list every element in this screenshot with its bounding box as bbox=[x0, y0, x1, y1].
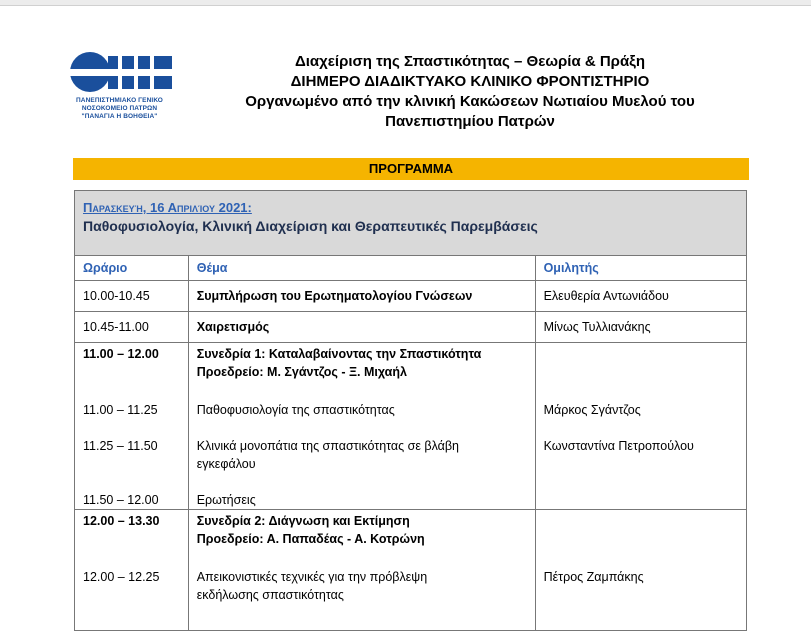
session-speakers bbox=[535, 510, 746, 631]
table-row bbox=[75, 312, 747, 343]
row-topic: Χαιρετισμός bbox=[188, 312, 535, 343]
col-topic-header: Θέμα bbox=[188, 256, 535, 281]
header-organizer: Οργανωμένο από την κλινική Κακώσεων Νωτιαίου Μυελού του bbox=[245, 93, 695, 110]
row-speaker: Ελευθερία Αντωνιάδου bbox=[535, 281, 746, 312]
session-speakers bbox=[535, 343, 746, 510]
session-time: 12.00 – 13.30 bbox=[83, 514, 160, 528]
spacer bbox=[83, 530, 180, 568]
item-topic: Παθοφυσιολογία της σπαστικότητας bbox=[196, 403, 395, 417]
viewer-top-edge bbox=[0, 0, 811, 6]
session-block bbox=[75, 343, 747, 510]
spacer bbox=[544, 343, 738, 401]
spacer bbox=[83, 363, 180, 401]
day-header bbox=[75, 191, 747, 256]
session-times bbox=[75, 343, 189, 510]
spacer bbox=[544, 510, 738, 568]
row-time: 10.45-11.00 bbox=[75, 312, 189, 343]
header-organizer-cont: Πανεπιστημίου Πατρών bbox=[385, 113, 555, 130]
spacer bbox=[544, 419, 738, 437]
day-date: Παρασκευή, 16 Απριλίου 2021: bbox=[83, 200, 252, 215]
spacer bbox=[197, 419, 527, 437]
col-time-header: Ωράριο bbox=[75, 256, 189, 281]
item-topic: Ερωτήσεις bbox=[196, 493, 256, 507]
header-title: Διαχείριση της Σπαστικότητας – Θεωρία & Πράξη bbox=[294, 53, 646, 70]
row-time: 10.00-10.45 bbox=[75, 281, 189, 312]
logo-caption bbox=[62, 97, 177, 121]
row-speaker: Μίνως Τυλλιανάκης bbox=[535, 312, 746, 343]
row-topic: Συμπλήρωση του Ερωτηματολογίου Γνώσεων bbox=[188, 281, 535, 312]
item-time: 11.50 – 12.00 bbox=[83, 493, 159, 507]
session-block bbox=[75, 510, 747, 631]
column-headers bbox=[75, 256, 747, 281]
logo-line-1: ΠΑΝΕΠΙΣΤΗΜΙΑΚΟ ΓΕΝΙΚΟ bbox=[76, 97, 163, 104]
item-topic: Απεικονιστικές τεχνικές για την πρόβλεψη bbox=[196, 570, 428, 584]
item-speaker: Πέτρος Ζαμπάκης bbox=[543, 570, 644, 584]
logo-line-3: "ΠΑΝΑΓΙΑ Η ΒΟΗΘΕΙΑ" bbox=[81, 113, 158, 120]
col-speaker-header: Ομιλητής bbox=[535, 256, 746, 281]
item-topic-cont: εγκεφάλου bbox=[196, 457, 256, 471]
session-times bbox=[75, 510, 189, 631]
session-title: Συνεδρία 2: Διάγνωση και Εκτίμηση bbox=[196, 514, 410, 528]
item-speaker: Κωνσταντίνα Πετροπούλου bbox=[543, 439, 694, 453]
item-topic-cont: εκδήλωσης σπαστικότητας bbox=[196, 588, 344, 602]
program-table bbox=[74, 190, 747, 631]
spacer bbox=[197, 381, 527, 401]
session-chairs: Προεδρείο: Α. Παπαδέας - Α. Κοτρώνη bbox=[196, 532, 425, 546]
spacer bbox=[83, 419, 180, 437]
table-row bbox=[75, 281, 747, 312]
item-time: 11.25 – 11.50 bbox=[83, 439, 158, 453]
header-subtitle: ΔΙΗΜΕΡΟ ΔΙΑΔΙΚΤΥΑΚΟ ΚΛΙΝΙΚΟ ΦΡΟΝΤΙΣΤΗΡΙΟ bbox=[290, 73, 650, 90]
day-theme: Παθοφυσιολογία, Κλινική Διαχείριση και Θεραπευτικές Παρεμβάσεις bbox=[83, 218, 538, 234]
spacer bbox=[83, 455, 180, 491]
session-chairs: Προεδρείο: Μ. Σγάντζος - Ξ. Μιχαήλ bbox=[196, 365, 407, 379]
document-header bbox=[220, 52, 720, 132]
session-title: Συνεδρία 1: Καταλαβαίνοντας την Σπαστικότητα bbox=[196, 347, 482, 361]
session-topics bbox=[188, 510, 535, 631]
item-topic: Κλινικά μονοπάτια της σπαστικότητας σε βλάβη bbox=[196, 439, 460, 453]
item-time: 11.00 – 11.25 bbox=[83, 403, 158, 417]
program-banner: ΠΡΟΓΡΑΜΜΑ bbox=[73, 158, 749, 180]
spacer bbox=[197, 473, 527, 491]
session-topics bbox=[188, 343, 535, 510]
session-time: 11.00 – 12.00 bbox=[83, 347, 159, 361]
logo-line-2: ΝΟΣΟΚΟΜΕΙΟ ΠΑΤΡΩΝ bbox=[81, 105, 158, 112]
item-speaker: Μάρκος Σγάντζος bbox=[543, 403, 641, 417]
item-time: 12.00 – 12.25 bbox=[83, 570, 160, 584]
spacer bbox=[197, 548, 527, 568]
